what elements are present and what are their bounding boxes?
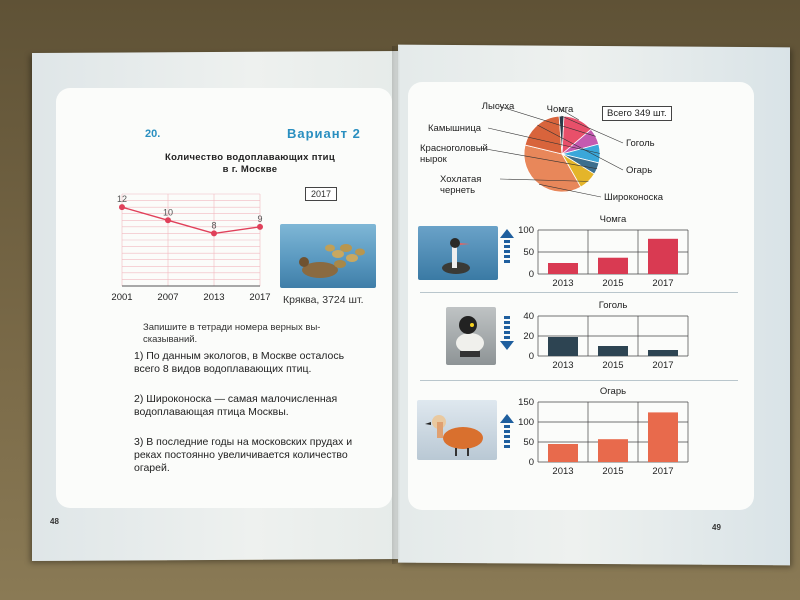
data-label: 10 [162,207,174,218]
statement-3: 3) В последние годы на московских прудах и реках постоянно увеличивается количество огарей. [134,436,353,474]
bar [598,346,628,356]
chart-heading-line1: Количество водоплавающих птиц [165,152,335,163]
y-tick-label: 50 [523,437,534,448]
pie-label: Гоголь [626,138,655,149]
data-point [211,230,217,236]
pie-label: Хохлатая [440,174,482,185]
x-tick-label: 2013 [552,466,574,477]
pie-label: чернеть [440,185,476,196]
pie-label: Широконоска [604,192,664,203]
chart-heading-line2: в г. Москве [222,164,278,175]
instruction-line1: Запишите в тетради номера верных вы- [143,322,321,333]
data-point [119,204,125,210]
bar-chart-title: Огарь [599,386,627,397]
pie-label: Огарь [626,165,653,176]
statement-1: 1) По данным экологов, в Москве осталось всего 8 видов водоплавающих птиц. [134,350,345,375]
pie-total-box: Всего 349 шт. [602,106,672,121]
bar-chart-title: Гоголь [598,300,628,311]
x-tick-label: 2013 [552,278,574,289]
x-tick-label: 2017 [652,278,674,289]
variant-title: Вариант 2 [287,126,361,141]
bar [648,350,678,356]
bar [648,239,678,274]
x-tick-label: 2017 [652,360,674,371]
pie-label: Чомга [546,104,574,115]
great-crested-grebe-photo [418,226,498,280]
bar [548,263,578,274]
data-label: 9 [257,213,263,224]
line-chart [100,182,280,312]
x-tick-label: 2013 [203,292,225,303]
book-spine [392,46,406,564]
line-chart-grid [122,194,263,286]
ruddy-shelduck-photo [417,400,497,460]
x-tick-label: 2007 [157,292,179,303]
pie-label: нырок [420,154,447,165]
y-tick-label: 40 [523,311,534,322]
divider-1 [420,292,738,293]
y-tick-label: 0 [528,351,534,362]
y-tick-label: 0 [528,457,534,468]
bar [598,439,628,462]
data-label: 12 [116,194,128,205]
y-tick-label: 100 [518,225,534,236]
task-number: 20. [145,128,161,140]
instruction-line2: сказываний. [143,334,198,345]
data-point [257,224,263,230]
y-tick-label: 150 [518,397,534,408]
pie-label: Лысуха [481,101,515,112]
page-number-left: 48 [50,517,59,526]
bar-chart-title: Чомга [599,214,627,225]
bar [548,337,578,356]
pie-label: Камышница [428,123,482,134]
x-tick-label: 2017 [652,466,674,477]
x-tick-label: 2015 [602,278,624,289]
x-tick-label: 2015 [602,466,624,477]
mallard-caption: Кряква, 3724 шт. [283,294,364,306]
y-tick-label: 20 [523,331,534,342]
divider-2 [420,380,738,381]
goldeneye-photo [446,307,496,365]
x-tick-label: 2015 [602,360,624,371]
statement-2: 2) Широконоска — самая малочисленная водоплавающая птица Москвы. [134,393,338,418]
mallard-photo [280,224,376,288]
bar-chart-ogar [510,384,700,480]
bar [548,444,578,462]
y-tick-label: 100 [518,417,534,428]
x-tick-label: 2013 [552,360,574,371]
bar-chart-chomga [510,212,700,292]
bar [598,258,628,274]
y-tick-label: 0 [528,269,534,280]
x-tick-label: 2017 [249,292,271,303]
x-tick-label: 2001 [111,292,133,303]
bar [648,412,678,462]
data-point [165,217,171,223]
pie-label: Красноголовый [420,143,488,154]
bar-chart-gogol [510,298,700,374]
y-tick-label: 50 [523,247,534,258]
page-number-right: 49 [712,523,721,532]
year-box: 2017 [305,187,337,201]
data-label: 8 [211,220,217,231]
